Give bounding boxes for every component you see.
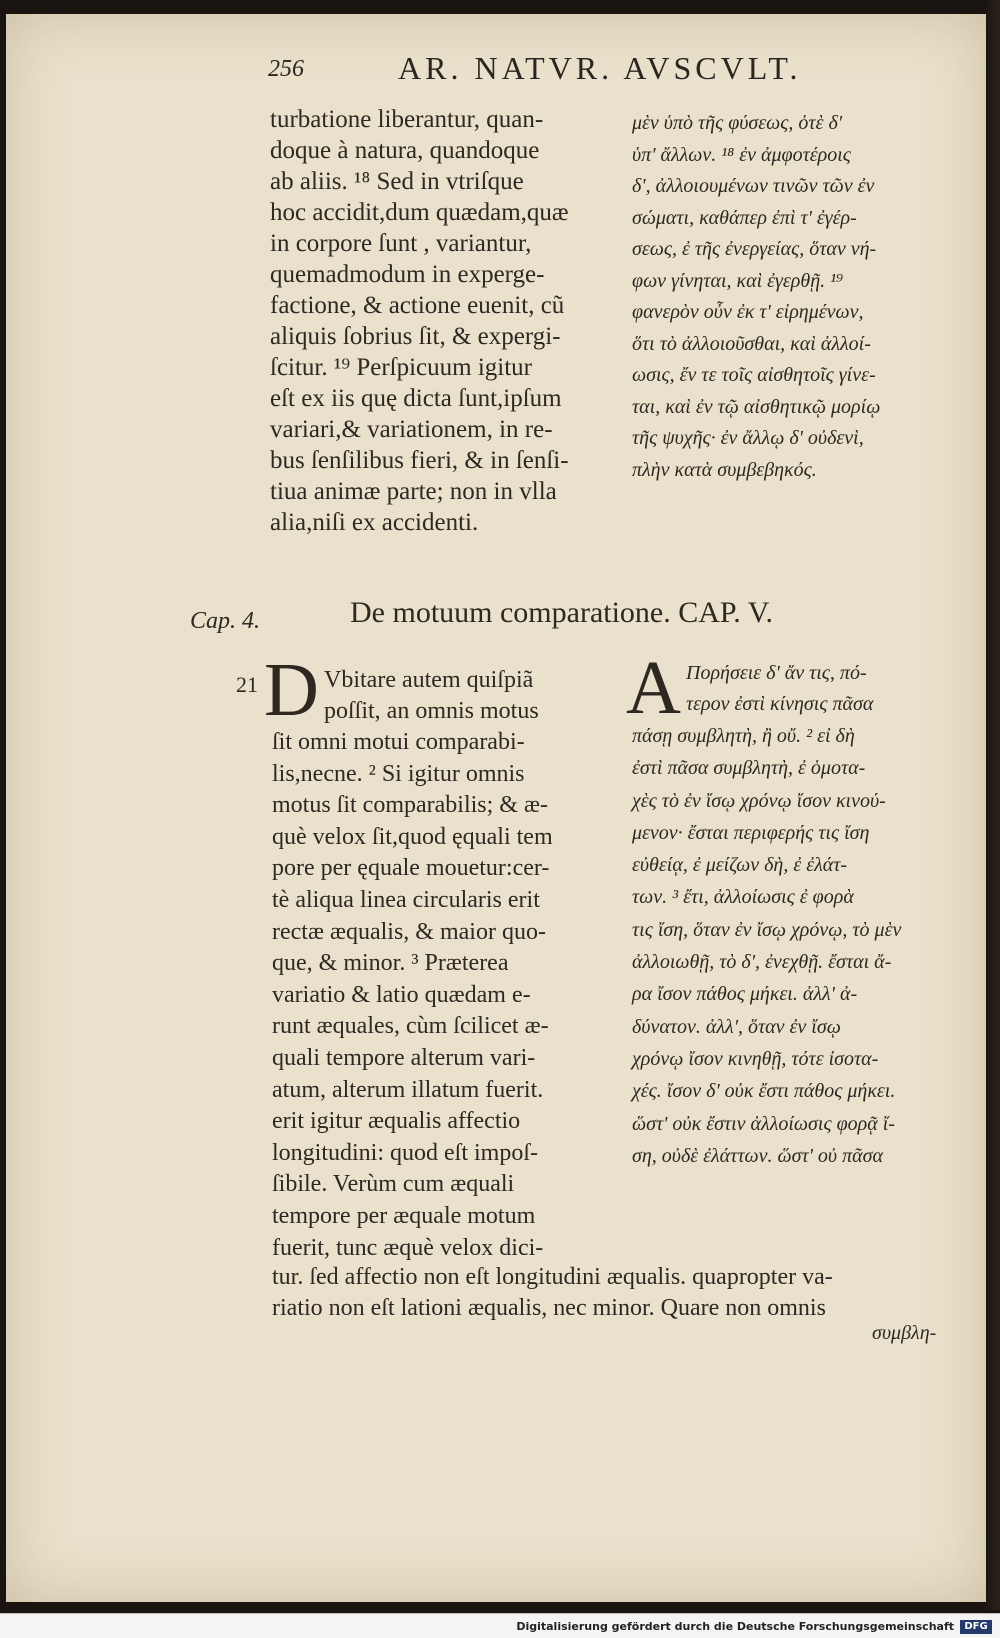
- text-line: χρόνῳ ἴσον κινηθῇ, τότε ἰσοτα-: [632, 1047, 879, 1070]
- page-number: 256: [268, 56, 304, 82]
- text-line: bus ſenſilibus fieri, & in ſenſi-: [270, 447, 569, 474]
- full-width-text: [272, 1262, 833, 1324]
- text-line: tempore per æquale motum: [272, 1202, 536, 1229]
- text-line: χὲς τὸ ἐν ἴσῳ χρόνῳ ἴσον κινού-: [632, 789, 886, 812]
- footer-bar: [0, 1613, 1000, 1638]
- text-line: ἐστὶ πᾶσα συμβλητὴ, ἐ ὁμοτα-: [632, 757, 866, 780]
- text-line: τις ἴση, ὅταν ἐν ἴσῳ χρόνῳ, τὸ μὲν: [632, 918, 902, 941]
- text-line: ωσις, ἔν τε τοῖς αἰσθητοῖς γίνε-: [632, 364, 876, 386]
- text-line: σεως, ἐ τῆς ἐνεργείας, ὅταν νή-: [632, 238, 877, 260]
- text-line: pore per ęquale mouetur:cer-: [272, 855, 550, 882]
- text-line: fuerit, tunc æquè velox dici-: [272, 1234, 544, 1261]
- text-line: quemadmodum in experge-: [270, 261, 545, 288]
- text-line: motus ſit comparabilis; & æ-: [272, 792, 548, 819]
- text-line: factione, & actione euenit, cũ: [270, 292, 565, 319]
- text-line: φανερὸν οὖν ἐκ τ' εἰρημένων,: [632, 301, 864, 323]
- lower-greek-column: [632, 720, 901, 1172]
- running-head: AR. NATVR. AVSCVLT.: [398, 50, 802, 86]
- text-line: tur. ſed affectio non eſt longitudini æqualis. quapropter va-: [272, 1264, 833, 1290]
- text-line: alia,niſi ex accidenti.: [270, 509, 479, 536]
- lower-latin-indented: [324, 665, 539, 727]
- text-line: μὲν ὑπὸ τῆς φύσεως, ὁτὲ δ': [632, 112, 843, 134]
- text-line: hoc accidit,dum quædam,quæ: [270, 199, 569, 226]
- text-line: δύνατον. ἀλλ', ὅταν ἐν ἴσῳ: [632, 1015, 841, 1038]
- text-line: ſit omni motui comparabi-: [272, 729, 525, 755]
- text-line: Πορήσειε δ' ἄν τις, πό-: [686, 662, 867, 684]
- text-line: Vbitare autem quiſpiã: [324, 667, 534, 693]
- text-line: ὑπ' ἄλλων. ¹⁸ ἐν ἀμφοτέροις: [632, 143, 851, 166]
- text-line: ἀλλοιωθῇ, τὸ δ', ἐνεχθῇ. ἔσται ἄ-: [632, 951, 892, 974]
- text-line: ab aliis. ¹⁸ Sed in vtriſque: [270, 168, 524, 195]
- scan-edge: [986, 0, 1000, 1610]
- chapter-margin-mark: Cap. 4.: [190, 608, 261, 634]
- text-line: ſibile. Verùm cum æquali: [272, 1171, 515, 1198]
- text-line: variatio & latio quædam e-: [272, 981, 531, 1008]
- text-line: quali tempore alterum vari-: [272, 1044, 536, 1071]
- page-header: [268, 50, 868, 86]
- dfg-logo: DFG: [960, 1620, 992, 1634]
- text-line: τερον ἐστὶ κίνησις πᾶσα: [686, 693, 874, 715]
- text-line: doque à natura, quandoque: [270, 137, 540, 164]
- text-line: lis,necne. ² Si igitur omnis: [272, 760, 525, 787]
- text-line: rectæ æqualis, & maior quo-: [272, 918, 546, 945]
- text-line: χές. ἴσον δ' οὐκ ἔστι πάθος μήκει.: [632, 1080, 896, 1103]
- text-line: tiua animæ parte; non in vlla: [270, 478, 557, 505]
- text-line: riatio non eſt lationi æqualis, nec minor. Quare non omnis: [272, 1295, 826, 1321]
- text-line: variari,& variationem, in re-: [270, 416, 553, 443]
- text-line: que, & minor. ³ Præterea: [272, 950, 509, 977]
- top-latin-column: [270, 104, 569, 538]
- text-line: των. ³ ἔτι, ἀλλοίωσις ἐ φορὰ: [632, 886, 854, 909]
- text-line: ση, οὐδὲ ἐλάττων. ὥστ' οὐ πᾶσα: [632, 1144, 883, 1167]
- text-line: πάσῃ συμβλητὴ, ἢ οὔ. ² εἰ δὴ: [632, 725, 855, 747]
- text-line: tè aliqua linea circularis erit: [272, 886, 540, 913]
- text-line: ὅτι τὸ ἀλλοιοῦσθαι, καὶ ἀλλοί-: [632, 332, 871, 355]
- catchword: συμβλη-: [872, 1322, 937, 1344]
- text-line: πλὴν κατὰ συμβεβηκός.: [632, 458, 817, 481]
- text-line: turbatione liberantur, quan-: [270, 106, 544, 133]
- text-line: atum, alterum illatum fuerit.: [272, 1076, 544, 1103]
- text-line: aliquis ſobrius ſit, & expergi-: [270, 323, 561, 350]
- text-line: longitudini: quod eſt impoſ-: [272, 1139, 538, 1166]
- text-line: eſt ex iis quę dicta ſunt,ipſum: [270, 385, 562, 412]
- text-line: φων γίνηται, καὶ ἐγερθῇ. ¹⁹: [632, 269, 844, 292]
- text-line: in corpore ſunt , variantur,: [270, 230, 532, 257]
- text-line: què velox ſit,quod ęquali tem: [272, 823, 553, 850]
- drop-cap-latin: D: [264, 648, 319, 732]
- chapter-title: De motuum comparatione. CAP. V.: [350, 596, 774, 629]
- section-number: 21: [236, 672, 258, 697]
- text-line: ρα ἴσον πάθος μήκει. ἀλλ' ἀ-: [632, 983, 858, 1006]
- lower-greek-indented: [686, 658, 873, 720]
- text-line: σώματι, καθάπερ ἐπὶ τ' ἐγέρ-: [632, 206, 857, 229]
- text-line: τῆς ψυχῆς· ἐν ἄλλῳ δ' οὐδενὶ,: [632, 427, 864, 449]
- text-line: ſcitur. ¹⁹ Perſpicuum igitur: [270, 354, 533, 381]
- text-line: εὐθείᾳ, ἐ μείζων δὴ, ἐ ἐλάτ-: [632, 854, 848, 877]
- top-greek-column: [632, 108, 880, 486]
- text-line: δ', ἀλλοιουμένων τινῶν τῶν ἐν: [632, 175, 875, 197]
- text-line: ὥστ' οὐκ ἔστιν ἀλλοίωσις φορᾷ ἴ-: [632, 1112, 895, 1135]
- lower-latin-column: [272, 727, 553, 1264]
- text-line: poſſit, an omnis motus: [324, 698, 539, 724]
- text-line: ται, καὶ ἐν τῷ αἰσθητικῷ μορίῳ: [632, 395, 881, 418]
- text-line: runt æquales, cùm ſcilicet æ-: [272, 1013, 549, 1040]
- text-line: erit igitur æqualis affectio: [272, 1108, 521, 1135]
- text-line: μενον· ἔσται περιφερής τις ἴση: [632, 821, 870, 844]
- footer-credit: Digitalisierung gefördert durch die Deutsche Forschungsgemeinschaft: [516, 1620, 954, 1633]
- drop-cap-greek: A: [626, 646, 681, 730]
